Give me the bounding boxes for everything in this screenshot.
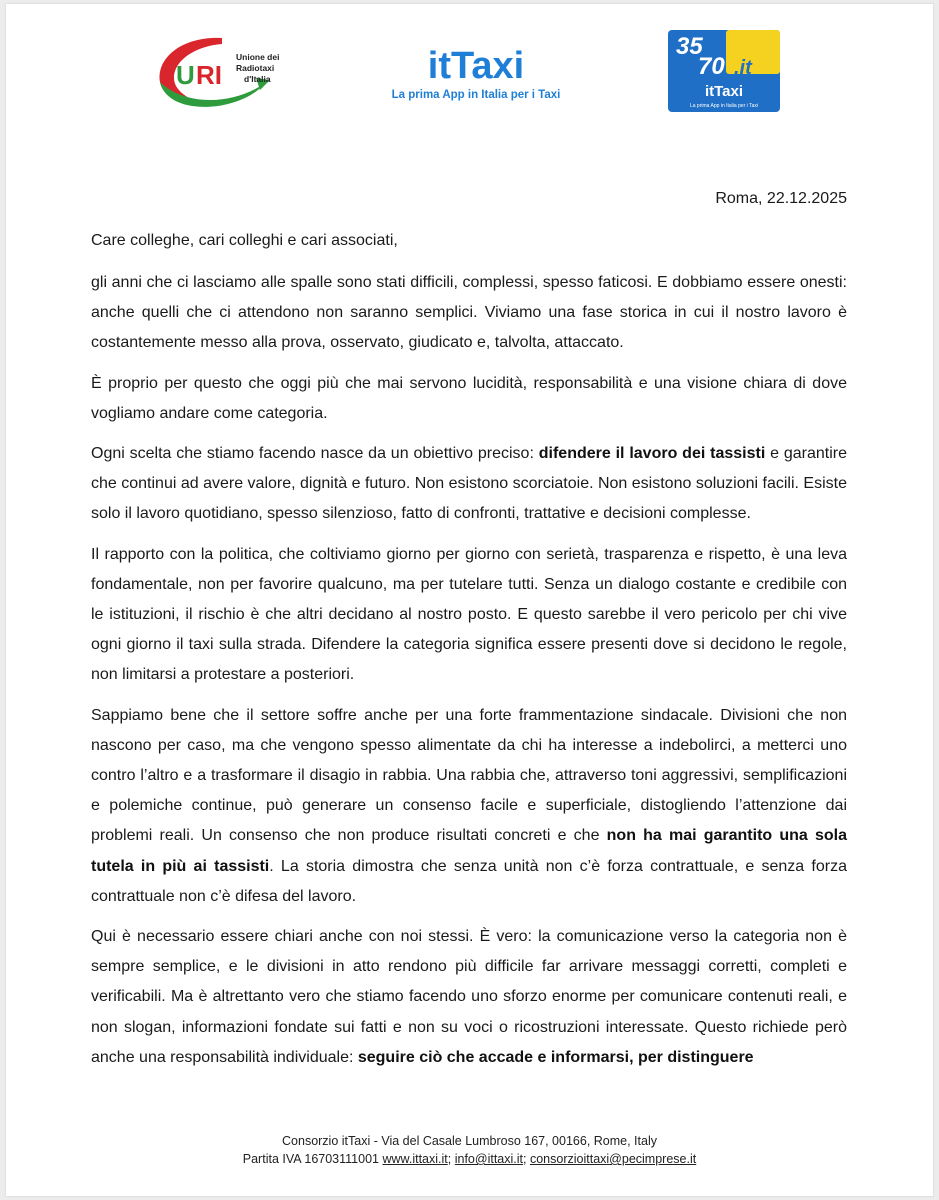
paragraph-3-text-c: e garantire che continui ad avere valore, dignità e futuro. Non esistono scorciatoie. Non esistono soluzioni facili. Esiste solo il lavoro quotidiano, spesso silenzioso, fatto di confronti, trattative e decisioni complesse. — [91, 445, 848, 523]
letter-body — [91, 268, 847, 1083]
footer-address: Consorzio itTaxi - Via del Casale Lumbroso 167, 00166, Rome, Italy — [282, 1134, 657, 1148]
footer-website-link[interactable]: www.ittaxi.it — [382, 1152, 448, 1166]
paragraph-5-text-c: . La storia dimostra che senza unità non c’è forza contrattuale, e senza forza contrattuale non c’è difesa del lavoro. — [91, 857, 847, 905]
ittaxi-logo — [386, 40, 566, 104]
paragraph-3 — [91, 439, 847, 530]
logo-3570-number-bottom: 70 — [698, 53, 725, 80]
ittaxi-wordmark: itTaxi — [427, 45, 525, 87]
paragraph-3-bold: difendere il lavoro dei tassisti — [538, 445, 766, 463]
uri-text-1: Unione dei — [236, 52, 280, 62]
ittaxi-tagline: La prima App in Italia per i Taxi — [391, 89, 561, 101]
letter-footer — [6, 1132, 933, 1168]
uri-text-3: d'Italia — [244, 74, 271, 84]
logo-3570 — [668, 30, 780, 112]
paragraph-5-bold: non ha mai garantito una sola tutela in più ai tassisti — [91, 827, 847, 875]
paragraph-2: È proprio per questo che oggi più che mai servono lucidità, responsabilità e una visione chiara di dove vogliamo andare come categoria. — [91, 374, 847, 422]
paragraph-6-text-a: Qui è necessario essere chiari anche con noi stessi. È vero: la comunicazione verso la categoria non è sempre semplice, e le divisioni in atto rendono più difficile far arrivare messaggi corretti, completi e verificabili. Ma è altrettanto vero che stiamo facendo uno sforzo enorme per comunicare contenuti reali, e non slogan, informazioni fondate sui fatti e non su voci o ricostruzioni interessate. Questo richiede però anche una responsabilità individuale: — [91, 928, 847, 1066]
paragraph-5-text-a: Sappiamo bene che il settore soffre anche per una forte frammentazione sindacale. Divisioni che non nascono per caso, ma che vengono spesso alimentate da chi ha interesse a indebolirci, a metterci uno contro l’altro e a trasformare il disagio in rabbia. Una rabbia che, attraverso toni aggressivi, semplificazioni e polemiche continue, può generare un consenso facile e superficiale, distogliendo l’attenzione dai problemi reali. Un consenso che non produce risultati concreti e che — [91, 706, 847, 845]
logo-3570-tagline: La prima App in Italia per i Taxi — [689, 103, 759, 109]
footer-vat: Partita IVA 16703111001 — [242, 1152, 379, 1166]
logo-3570-brand: itTaxi — [704, 83, 744, 100]
footer-separator-1: ; — [447, 1152, 452, 1166]
footer-contacts — [6, 1150, 933, 1168]
uri-letter-u: U — [176, 60, 195, 90]
letter-page — [6, 4, 933, 1196]
uri-logo — [152, 30, 292, 112]
footer-separator-2: ; — [523, 1152, 527, 1166]
paragraph-6-bold: seguire ciò che accade e informarsi, per distinguere — [357, 1048, 754, 1066]
footer-email-link[interactable]: info@ittaxi.it — [454, 1152, 524, 1166]
paragraph-5 — [91, 701, 847, 912]
letter-greeting: Care colleghe, cari colleghi e cari associati, — [91, 232, 398, 249]
paragraph-4: Il rapporto con la politica, che coltiviamo giorno per giorno con serietà, trasparenza e rispetto, è una leva fondamentale, non per favorire qualcuno, ma per tutelare tutti. Senza un dialogo costante e credibile con le istituzioni, il rischio è che altri decidano al nostro posto. E questo sarebbe il vero pericolo per chi vive ogni giorno il taxi sulla strada. Difendere la categoria significa essere presenti dove si decidono le regole, non limitarsi a protestare a posteriori. — [91, 545, 847, 684]
uri-letters-ri: RI — [196, 60, 222, 90]
paragraph-1: gli anni che ci lasciamo alle spalle sono stati difficili, complessi, spesso faticosi. E dobbiamo essere onesti: anche quelli che ci attendono non saranno semplici. Viviamo una fase storica in cui il nostro lavoro è costantemente messo alla prova, osservato, giudicato e, talvolta, attaccato. — [91, 274, 847, 352]
uri-text-2: Radiotaxi — [236, 63, 275, 73]
paragraph-6 — [91, 922, 847, 1073]
footer-pec-link[interactable]: consorzioittaxi@pecimprese.it — [529, 1152, 697, 1166]
logo-3570-suffix: .it — [734, 57, 752, 79]
logo-3570-number-top: 35 — [676, 33, 703, 60]
paragraph-3-text-a: Ogni scelta che stiamo facendo nasce da un obiettivo preciso: — [91, 445, 539, 463]
letter-date: Roma, 22.12.2025 — [715, 190, 847, 207]
